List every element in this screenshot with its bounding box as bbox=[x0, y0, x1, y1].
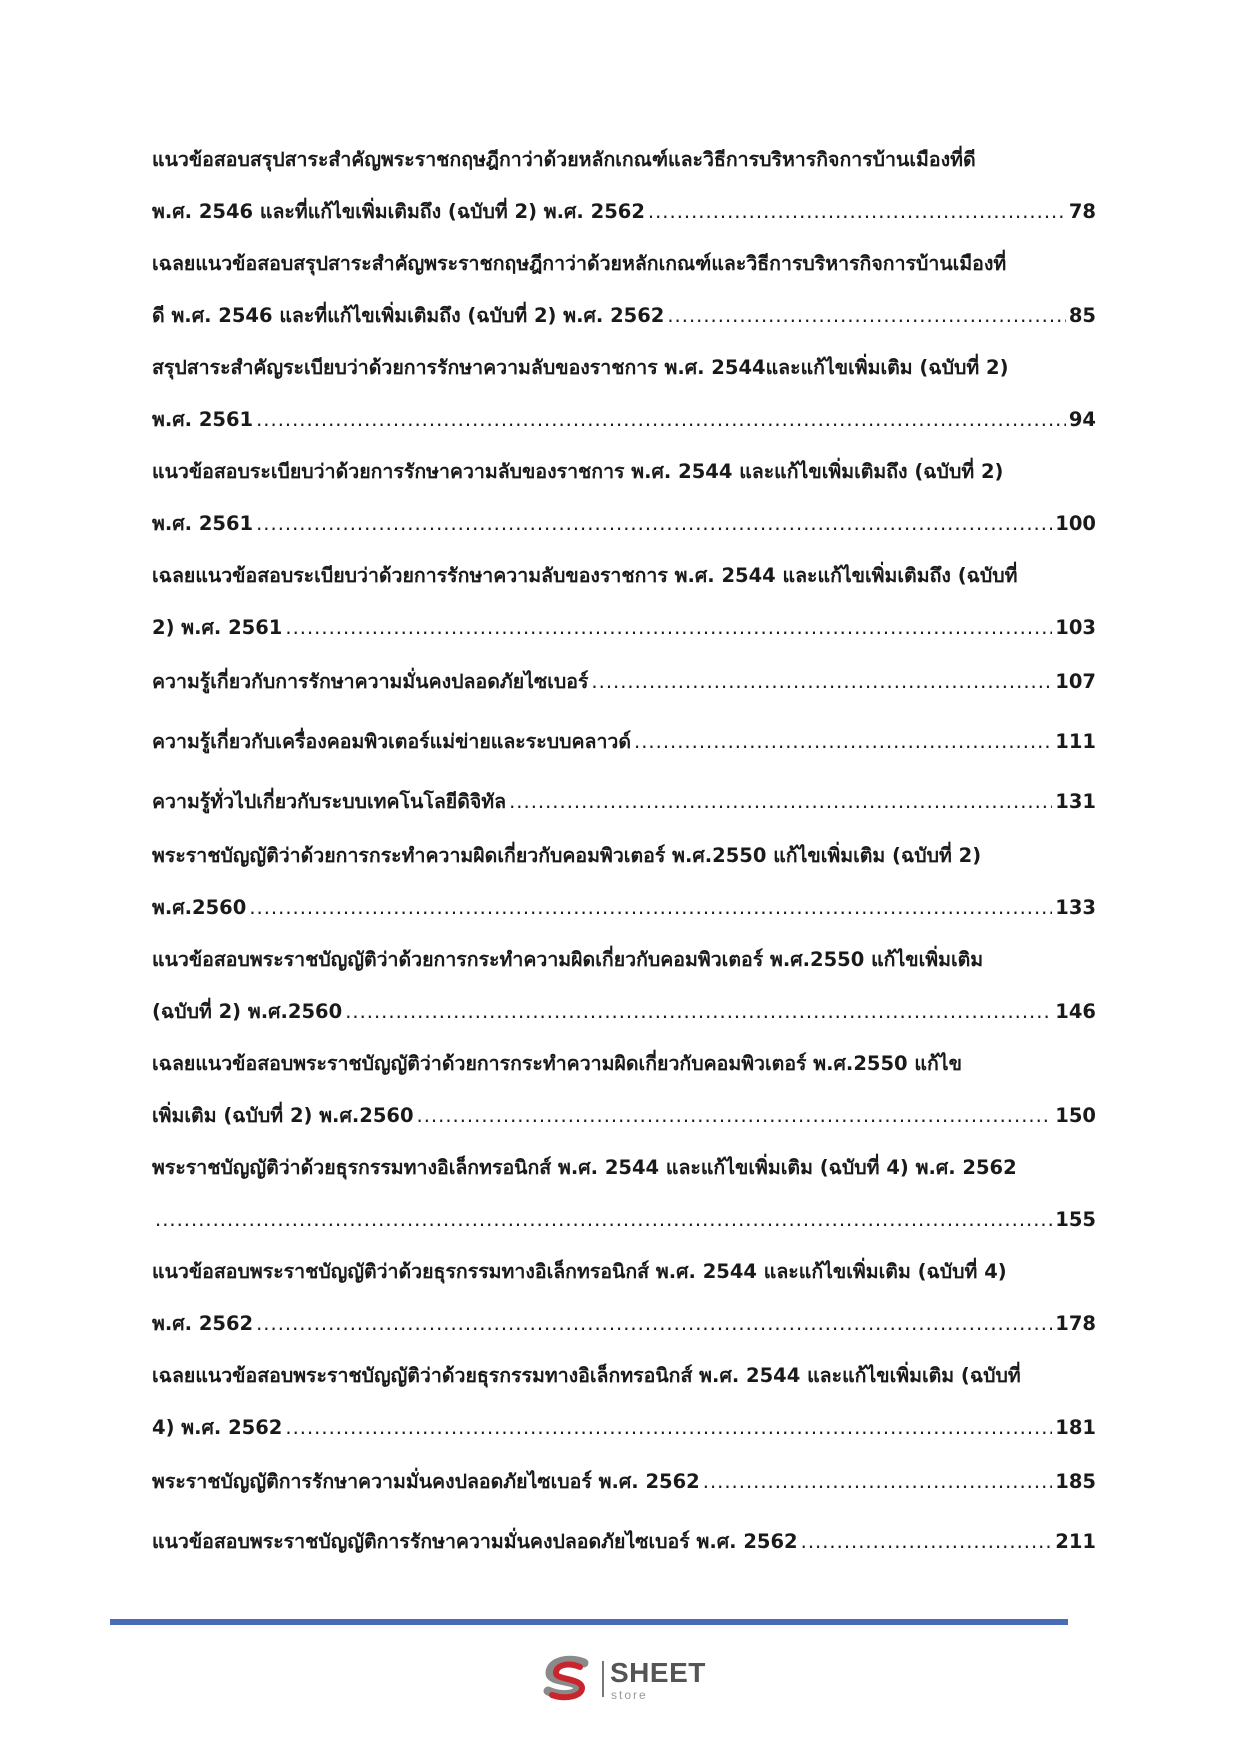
toc-entry-title-line2: พ.ศ. 2561 bbox=[152, 408, 254, 431]
toc-entry-title: ความรู้ทั่วไปเกี่ยวกับระบบเทคโนโลยีดิจิทัล bbox=[152, 790, 507, 813]
toc-entry-title-line2: พ.ศ. 2562 bbox=[152, 1312, 254, 1335]
toc-page-number: 85 bbox=[1068, 304, 1096, 327]
toc-page-number: 94 bbox=[1068, 408, 1096, 431]
toc-entry-title: ความรู้เกี่ยวกับการรักษาความมั่นคงปลอดภัยไซเบอร์ bbox=[152, 670, 589, 693]
dot-leader bbox=[155, 1206, 1052, 1233]
toc-page-number: 155 bbox=[1055, 1208, 1096, 1231]
toc-entry-title-line1: แนวข้อสอบพระราชบัญญัติว่าด้วยธุรกรรมทางอิเล็กทรอนิกส์ พ.ศ. 2544 และแก้ไขเพิ่มเติม (ฉบับที่ 4) bbox=[152, 1260, 1007, 1283]
toc-entry-title-line1: เฉลยแนวข้อสอบระเบียบว่าด้วยการรักษาความลับของราชการ พ.ศ. 2544 และแก้ไขเพิ่มเติมถึง (ฉบับที่ bbox=[152, 564, 1018, 587]
toc-entry[interactable] bbox=[152, 788, 1096, 815]
toc-page-number: 185 bbox=[1055, 1470, 1096, 1493]
toc-entry-title-line1: เฉลยแนวข้อสอบสรุปสาระสำคัญพระราชกฤษฎีกาว่าด้วยหลักเกณฑ์และวิธีการบริหารกิจการบ้านเมืองที่ bbox=[152, 252, 1007, 275]
toc-entry[interactable] bbox=[152, 1468, 1096, 1495]
logo-wordmark: SHEET bbox=[610, 1657, 706, 1688]
toc-entry[interactable] bbox=[152, 354, 1096, 433]
toc-entry[interactable] bbox=[152, 1528, 1096, 1555]
dot-leader bbox=[591, 668, 1052, 695]
toc-entry-title-line1: แนวข้อสอบพระราชบัญญัติว่าด้วยการกระทำความผิดเกี่ยวกับคอมพิวเตอร์ พ.ศ.2550 แก้ไขเพิ่มเติม bbox=[152, 948, 984, 971]
toc-entry[interactable] bbox=[152, 250, 1096, 329]
dot-leader bbox=[256, 1310, 1052, 1337]
toc-entry[interactable] bbox=[152, 458, 1096, 537]
logo-separator bbox=[602, 1661, 604, 1697]
toc-entry[interactable] bbox=[152, 1362, 1096, 1441]
toc-entry-title-line1: แนวข้อสอบระเบียบว่าด้วยการรักษาความลับของราชการ พ.ศ. 2544 และแก้ไขเพิ่มเติมถึง (ฉบับที่ 2) bbox=[152, 460, 1004, 483]
dot-leader bbox=[345, 998, 1052, 1025]
toc-entry-title-line1: พระราชบัญญัติว่าด้วยการกระทำความผิดเกี่ยวกับคอมพิวเตอร์ พ.ศ.2550 แก้ไขเพิ่มเติม (ฉบับที่ 2) bbox=[152, 844, 982, 867]
toc-entry-title-line1: เฉลยแนวข้อสอบพระราชบัญญัติว่าด้วยการกระทำความผิดเกี่ยวกับคอมพิวเตอร์ พ.ศ.2550 แก้ไข bbox=[152, 1052, 962, 1075]
dot-leader bbox=[801, 1528, 1053, 1555]
toc-entry-title-line1: สรุปสาระสำคัญระเบียบว่าด้วยการรักษาความลับของราชการ พ.ศ. 2544และแก้ไขเพิ่มเติม (ฉบับที่ 2) bbox=[152, 356, 1009, 379]
toc-entry-title-line2: พ.ศ. 2546 และที่แก้ไขเพิ่มเติมถึง (ฉบับที่ 2) พ.ศ. 2562 bbox=[152, 200, 645, 223]
toc-entry[interactable] bbox=[152, 1258, 1096, 1337]
logo-subtitle: store bbox=[611, 1688, 648, 1702]
toc-page-number: 100 bbox=[1055, 512, 1096, 535]
toc-entry-title-line2: 4) พ.ศ. 2562 bbox=[152, 1416, 283, 1439]
toc-entry-title-line2: เพิ่มเติม (ฉบับที่ 2) พ.ศ.2560 bbox=[152, 1104, 414, 1127]
toc-page-number: 150 bbox=[1055, 1104, 1096, 1127]
toc-entry[interactable] bbox=[152, 668, 1096, 695]
toc-page-number: 111 bbox=[1055, 730, 1096, 753]
toc-entry-title-line1: เฉลยแนวข้อสอบพระราชบัญญัติว่าด้วยธุรกรรมทางอิเล็กทรอนิกส์ พ.ศ. 2544 และแก้ไขเพิ่มเติม (ฉบับที่ bbox=[152, 1364, 1021, 1387]
toc-entry-title-line2: 2) พ.ศ. 2561 bbox=[152, 616, 283, 639]
dot-leader bbox=[648, 198, 1066, 225]
toc-page-number: 103 bbox=[1055, 616, 1096, 639]
toc-page-number: 78 bbox=[1068, 200, 1096, 223]
dot-leader bbox=[256, 406, 1066, 433]
toc-entry-title-line2: ดี พ.ศ. 2546 และที่แก้ไขเพิ่มเติมถึง (ฉบับที่ 2) พ.ศ. 2562 bbox=[152, 304, 665, 327]
dot-leader bbox=[417, 1102, 1053, 1129]
toc-entry-title-line1: แนวข้อสอบสรุปสาระสำคัญพระราชกฤษฎีกาว่าด้วยหลักเกณฑ์และวิธีการบริหารกิจการบ้านเมืองที่ดี bbox=[152, 148, 976, 171]
dot-leader bbox=[249, 894, 1052, 921]
dot-leader bbox=[703, 1468, 1053, 1495]
toc-entry-title-line2: (ฉบับที่ 2) พ.ศ.2560 bbox=[152, 1000, 343, 1023]
footer-rule bbox=[110, 1619, 1068, 1625]
toc-entry[interactable] bbox=[152, 146, 1096, 225]
toc-entry[interactable] bbox=[152, 1154, 1096, 1233]
toc-entry-title: ความรู้เกี่ยวกับเครื่องคอมพิวเตอร์แม่ข่ายและระบบคลาวด์ bbox=[152, 730, 632, 753]
toc-page-number: 178 bbox=[1055, 1312, 1096, 1335]
sheet-store-logo bbox=[540, 1655, 720, 1705]
toc-entry[interactable] bbox=[152, 946, 1096, 1025]
dot-leader bbox=[509, 788, 1052, 815]
dot-leader bbox=[667, 302, 1066, 329]
sheet-store-s-icon bbox=[540, 1655, 598, 1705]
dot-leader bbox=[285, 614, 1052, 641]
toc-entry-title: พระราชบัญญัติการรักษาความมั่นคงปลอดภัยไซเบอร์ พ.ศ. 2562 bbox=[152, 1470, 700, 1493]
toc-entry-title-line1: พระราชบัญญัติว่าด้วยธุรกรรมทางอิเล็กทรอนิกส์ พ.ศ. 2544 และแก้ไขเพิ่มเติม (ฉบับที่ 4) พ.ศ. 2562 bbox=[152, 1156, 1017, 1179]
toc-entry-title-line2: พ.ศ.2560 bbox=[152, 896, 247, 919]
toc-page-number: 107 bbox=[1055, 670, 1096, 693]
toc-entry[interactable] bbox=[152, 728, 1096, 755]
toc-page-number: 133 bbox=[1055, 896, 1096, 919]
toc-entry[interactable] bbox=[152, 562, 1096, 641]
toc-entry[interactable] bbox=[152, 1050, 1096, 1129]
toc-entry-title-line2: พ.ศ. 2561 bbox=[152, 512, 254, 535]
toc-page-number: 146 bbox=[1055, 1000, 1096, 1023]
toc-page-number: 181 bbox=[1055, 1416, 1096, 1439]
toc-entry[interactable] bbox=[152, 842, 1096, 921]
toc-entry-title: แนวข้อสอบพระราชบัญญัติการรักษาความมั่นคงปลอดภัยไซเบอร์ พ.ศ. 2562 bbox=[152, 1530, 798, 1553]
toc-page-number: 131 bbox=[1055, 790, 1096, 813]
dot-leader bbox=[256, 510, 1052, 537]
dot-leader bbox=[285, 1414, 1052, 1441]
dot-leader bbox=[634, 728, 1052, 755]
toc-page-number: 211 bbox=[1055, 1530, 1096, 1553]
